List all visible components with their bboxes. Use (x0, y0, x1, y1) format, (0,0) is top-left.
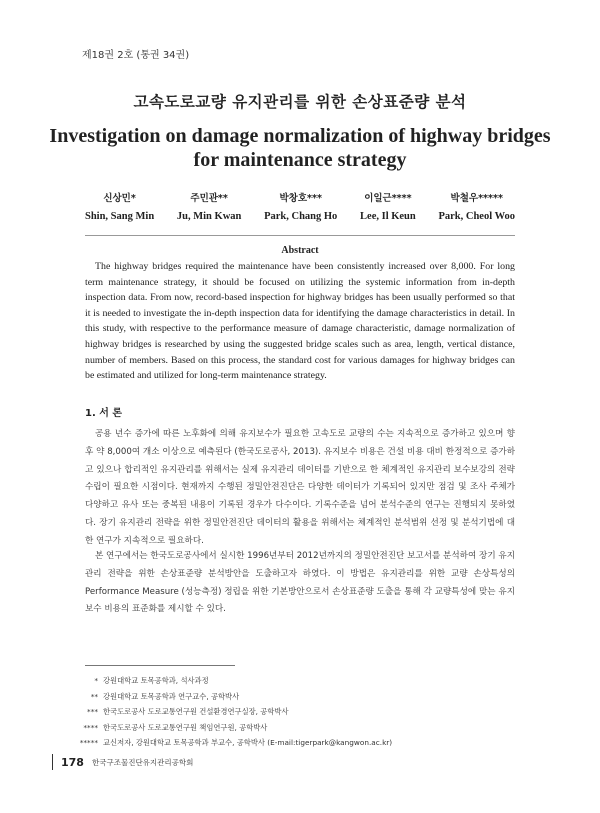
author-4 (360, 190, 416, 222)
footnote (60, 673, 392, 689)
title-english-line1: Investigation on damage normalization of highway bridges (49, 125, 551, 147)
author-3 (264, 190, 337, 222)
author-name-english: Lee, Il Keun (360, 211, 416, 222)
page-footer (52, 754, 193, 770)
footnote-list (60, 673, 392, 751)
footnote (60, 720, 392, 736)
footnote-mark: *** (87, 707, 98, 717)
footnote (60, 735, 392, 751)
footnote-divider (85, 665, 235, 666)
author-name-english: Park, Cheol Woo (438, 211, 515, 222)
footnote-mark: ***** (79, 738, 98, 748)
author-2 (177, 190, 241, 222)
section-heading: 1. 서 론 (85, 408, 123, 419)
author-1 (85, 190, 154, 222)
title-english-line2: for maintenance strategy (193, 149, 407, 171)
author-name-korean: 박창호*** (279, 193, 322, 204)
footnote-text: 한국도로공사 도로교통연구원 책임연구원, 공학박사 (103, 722, 268, 732)
author-name-english: Park, Chang Ho (264, 211, 338, 222)
author-5 (438, 190, 515, 222)
footer-bar (52, 754, 53, 770)
title-korean: 고속도로교량 유지관리를 위한 손상표준량 분석 (133, 93, 467, 111)
issue-info: 제18권 2호 (통권 34권) (82, 50, 190, 61)
author-name-korean: 박철우***** (450, 193, 503, 204)
author-name-english: Ju, Min Kwan (176, 211, 242, 222)
page-number: 178 (61, 755, 84, 769)
author-name-korean: 신상민* (103, 193, 136, 204)
footnote-text: 강원대학교 토목공학과, 석사과정 (103, 676, 209, 685)
author-name-korean: 주민관** (190, 193, 228, 204)
journal-name: 한국구조물진단유지관리공학회 (91, 757, 194, 767)
footnote-text: 강원대학교 토목공학과 연구교수, 공학박사 (103, 691, 240, 701)
footnote (60, 704, 392, 720)
author-list (85, 190, 515, 222)
author-name-korean: 이일근**** (364, 193, 412, 204)
footnote-text: 교신저자, 강원대학교 토목공학과 부교수, 공학박사 (E-mail:tigerpark@kangwon.ac.kr) (103, 738, 393, 748)
abstract-body: The highway bridges required the maintenance have been consistently increased over 8,000. For long term maintenance strategy, it should be focused on utilizing the systemic information from in-depth inspection data. From now, record-based inspection for highway bridges has been usually performed so that it is needed to investigate the in-depth inspection data for identifying the damage characteristics in detail. In this study, with respective to the performance measure of damage characteristic, damage normalization of highway bridges is researched by using the suggested bridge scales such as area, length, vertical distance, number of members. Based on this process, the standard cost for various damages for highway bridges can be estimated and utilized for long-term maintenance strategy. (85, 261, 515, 382)
divider (85, 235, 515, 236)
footnote (60, 689, 392, 705)
author-name-english: Shin, Sang Min (85, 211, 155, 222)
footnote-mark: ** (90, 691, 98, 701)
footnote-mark: **** (83, 722, 98, 732)
footnote-text: 한국도로공사 도로교통연구원 건설환경연구실장, 공학박사 (103, 707, 289, 717)
title-english (0, 124, 600, 172)
body-paragraph-1: 공용 년수 증가에 따른 노후화에 의해 유지보수가 필요한 고속도로 교량의 수는 지속적으로 증가하고 있으며 향후 약 8,000여 개소 이상으로 예측된다 (한국도로공사, 2013). 유지보수 비용은 건설 비용 대비 한정적으로 증가하고 있으나 합리적인 유지관리를 위해서는 실제 유지관리 데이터를 기반으로 한 체계적인 유지관리 보수보강의 전략수립이 필요한 시점이다. 현재까지 수행된 정밀안전진단은 다양한 데이터가 기록되어 있지만 점검 및 조사 주체가 다양하고 유사 또는 중복된 내용이 기록된 경우가 다수이다. 기록수준을 넘어 분석수준의 연구는 진행되지 못하였다. 장기 유지관리 전략을 위한 정밀안전진단 데이터의 활용을 위해서는 체계적인 분석범위 선정 및 분석기법에 대한 연구가 지속적으로 필요하다. (85, 429, 515, 546)
abstract-heading: Abstract (281, 245, 319, 256)
footnote-mark: * (94, 676, 98, 685)
body-paragraph-2: 본 연구에서는 한국도로공사에서 실시한 1996년부터 2012년까지의 정밀안전진단 보고서를 분석하여 장기 유지관리 전략을 위한 손상표준량 분석방안을 도출하고자 하였다. 이 방법은 유지관리를 위한 교량 손상특성의 Performance Measure (성능측정) 정립을 위한 기본방안으로서 손상표준량 도출을 통해 각 교량특성에 맞는 유지보수 비용의 표준화를 제시할 수 있다. (85, 551, 515, 615)
